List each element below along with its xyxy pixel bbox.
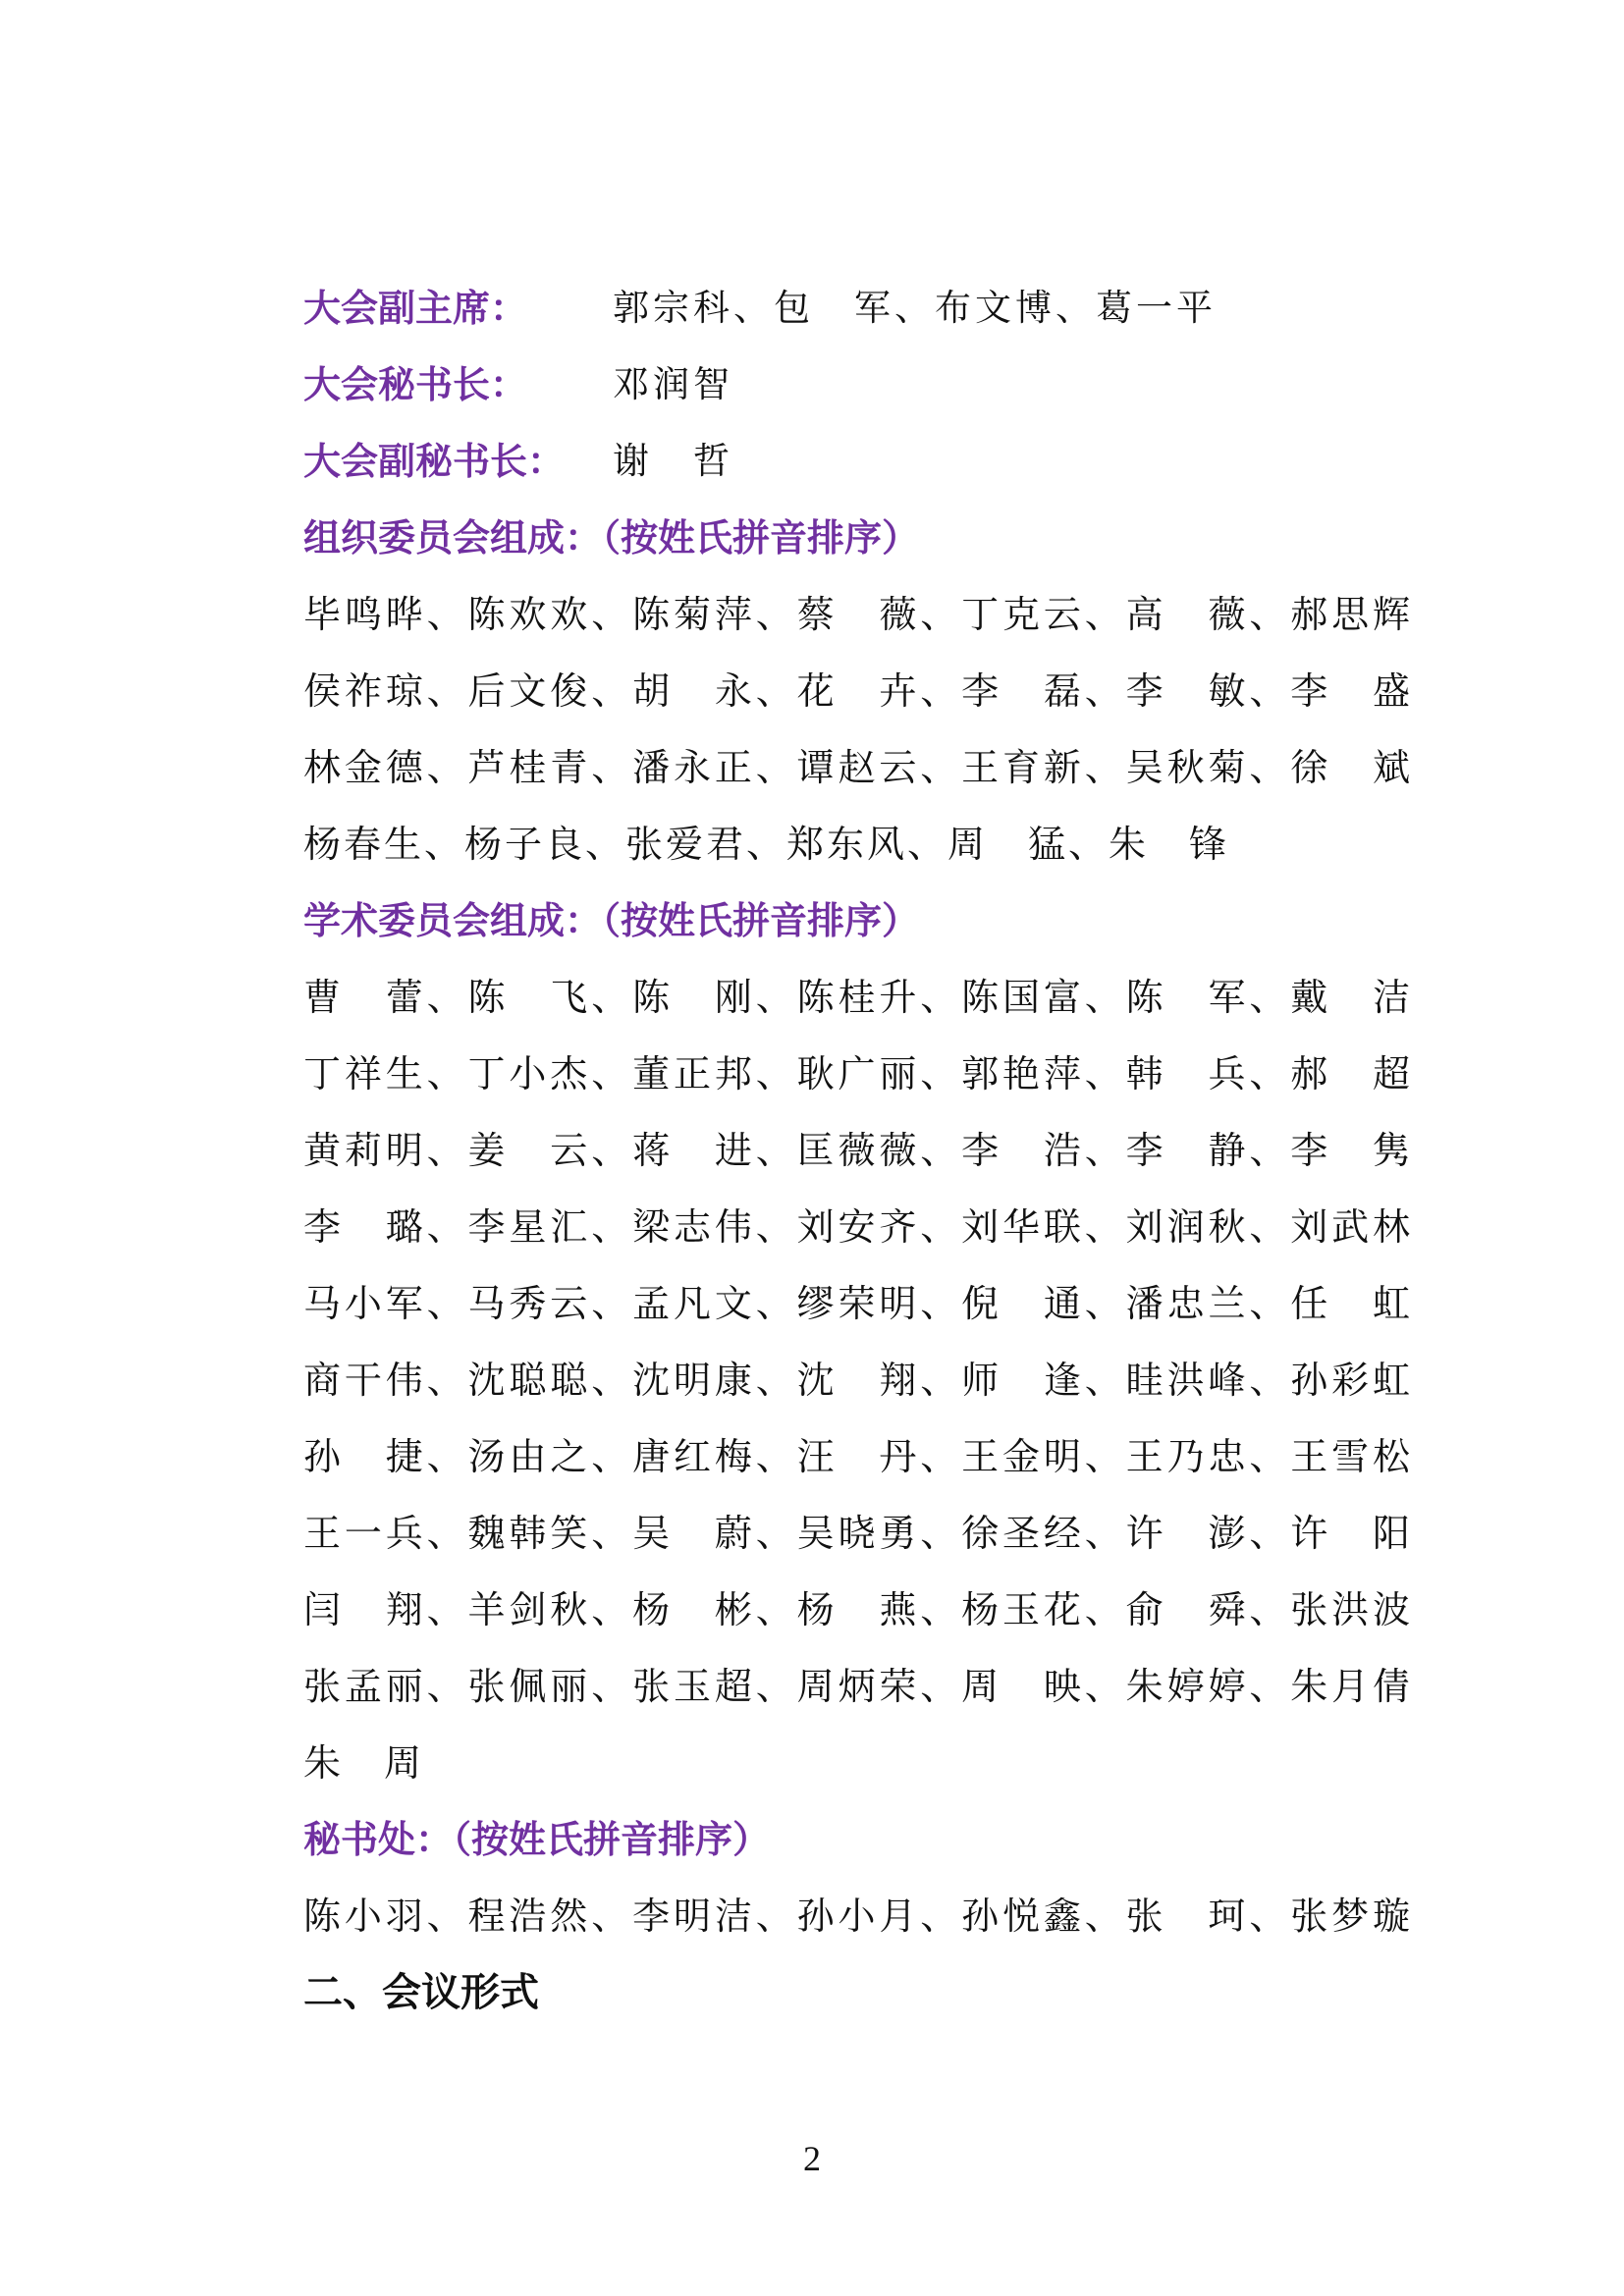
page-number: 2 [803, 2139, 821, 2178]
section-heading-row [303, 1954, 1413, 2031]
academic-committee-line: 曹 蕾、陈 飞、陈 刚、陈桂升、陈国富、陈 军、戴 洁 [303, 976, 1413, 1019]
academic-committee-line: 张孟丽、张佩丽、张玉超、周炳荣、周 映、朱婷婷、朱月倩 [303, 1665, 1413, 1708]
deputy-secretary-general-label: 大会副秘书长： [303, 440, 566, 483]
academic-committee-line: 朱 周 [303, 1741, 425, 1785]
deputy-secretary-general-row [303, 423, 1413, 500]
academic-committee-line: 李 璐、李星汇、梁志伟、刘安齐、刘华联、刘润秋、刘武林 [303, 1205, 1413, 1249]
academic-committee-line: 孙 捷、汤由之、唐红梅、汪 丹、王金明、王乃忠、王雪松 [303, 1435, 1413, 1478]
secretary-general-label: 大会秘书长： [303, 363, 528, 406]
deputy-secretary-general-names: 谢 哲 [613, 440, 733, 482]
document-body [303, 270, 1413, 2031]
secretary-general-names: 邓润智 [613, 363, 733, 405]
academic-committee-line: 黄莉明、姜 云、蒋 进、匡薇薇、李 浩、李 静、李 隽 [303, 1129, 1413, 1172]
organizing-committee-line: 毕鸣晔、陈欢欢、陈菊萍、蔡 薇、丁克云、高 薇、郝思辉 [303, 593, 1413, 636]
academic-committee-line: 丁祥生、丁小杰、董正邦、耿广丽、郭艳萍、韩 兵、郝 超 [303, 1052, 1413, 1095]
vice-chair-label: 大会副主席： [303, 287, 528, 330]
academic-committee-line: 马小军、马秀云、孟凡文、缪荣明、倪 通、潘忠兰、任 虹 [303, 1282, 1413, 1325]
organizing-committee-line: 杨春生、杨子良、张爱君、郑东风、周 猛、朱 锋 [303, 823, 1230, 866]
organizing-committee-line: 林金德、芦桂青、潘永正、谭赵云、王育新、吴秋菊、徐 斌 [303, 746, 1413, 789]
vice-chair-row [303, 270, 1413, 347]
academic-committee-heading-row [303, 882, 1413, 959]
academic-committee-heading: 学术委员会组成：（按姓氏拼音排序） [303, 899, 920, 942]
academic-committee-line: 王一兵、魏韩笑、吴 蔚、吴晓勇、徐圣经、许 澎、许 阳 [303, 1512, 1413, 1555]
organizing-committee-line: 侯祚琼、后文俊、胡 永、花 卉、李 磊、李 敏、李 盛 [303, 669, 1413, 713]
secretariat-heading: 秘书处：（按姓氏拼音排序） [303, 1818, 771, 1861]
organizing-committee-heading-row [303, 500, 1413, 576]
section-heading: 二、会议形式 [303, 1970, 539, 2015]
organizing-committee-heading: 组织委员会组成：（按姓氏拼音排序） [303, 516, 920, 560]
secretariat-heading-row [303, 1801, 1413, 1878]
vice-chair-names: 郭宗科、包 军、布文博、葛一平 [613, 287, 1217, 329]
secretary-general-row [303, 347, 1413, 423]
academic-committee-line: 闫 翔、羊剑秋、杨 彬、杨 燕、杨玉花、俞 舜、张洪波 [303, 1588, 1413, 1631]
secretariat-line: 陈小羽、程浩然、李明洁、孙小月、孙悦鑫、张 珂、张梦璇 [303, 1895, 1413, 1938]
academic-committee-line: 商干伟、沈聪聪、沈明康、沈 翔、师 逢、眭洪峰、孙彩虹 [303, 1359, 1413, 1402]
